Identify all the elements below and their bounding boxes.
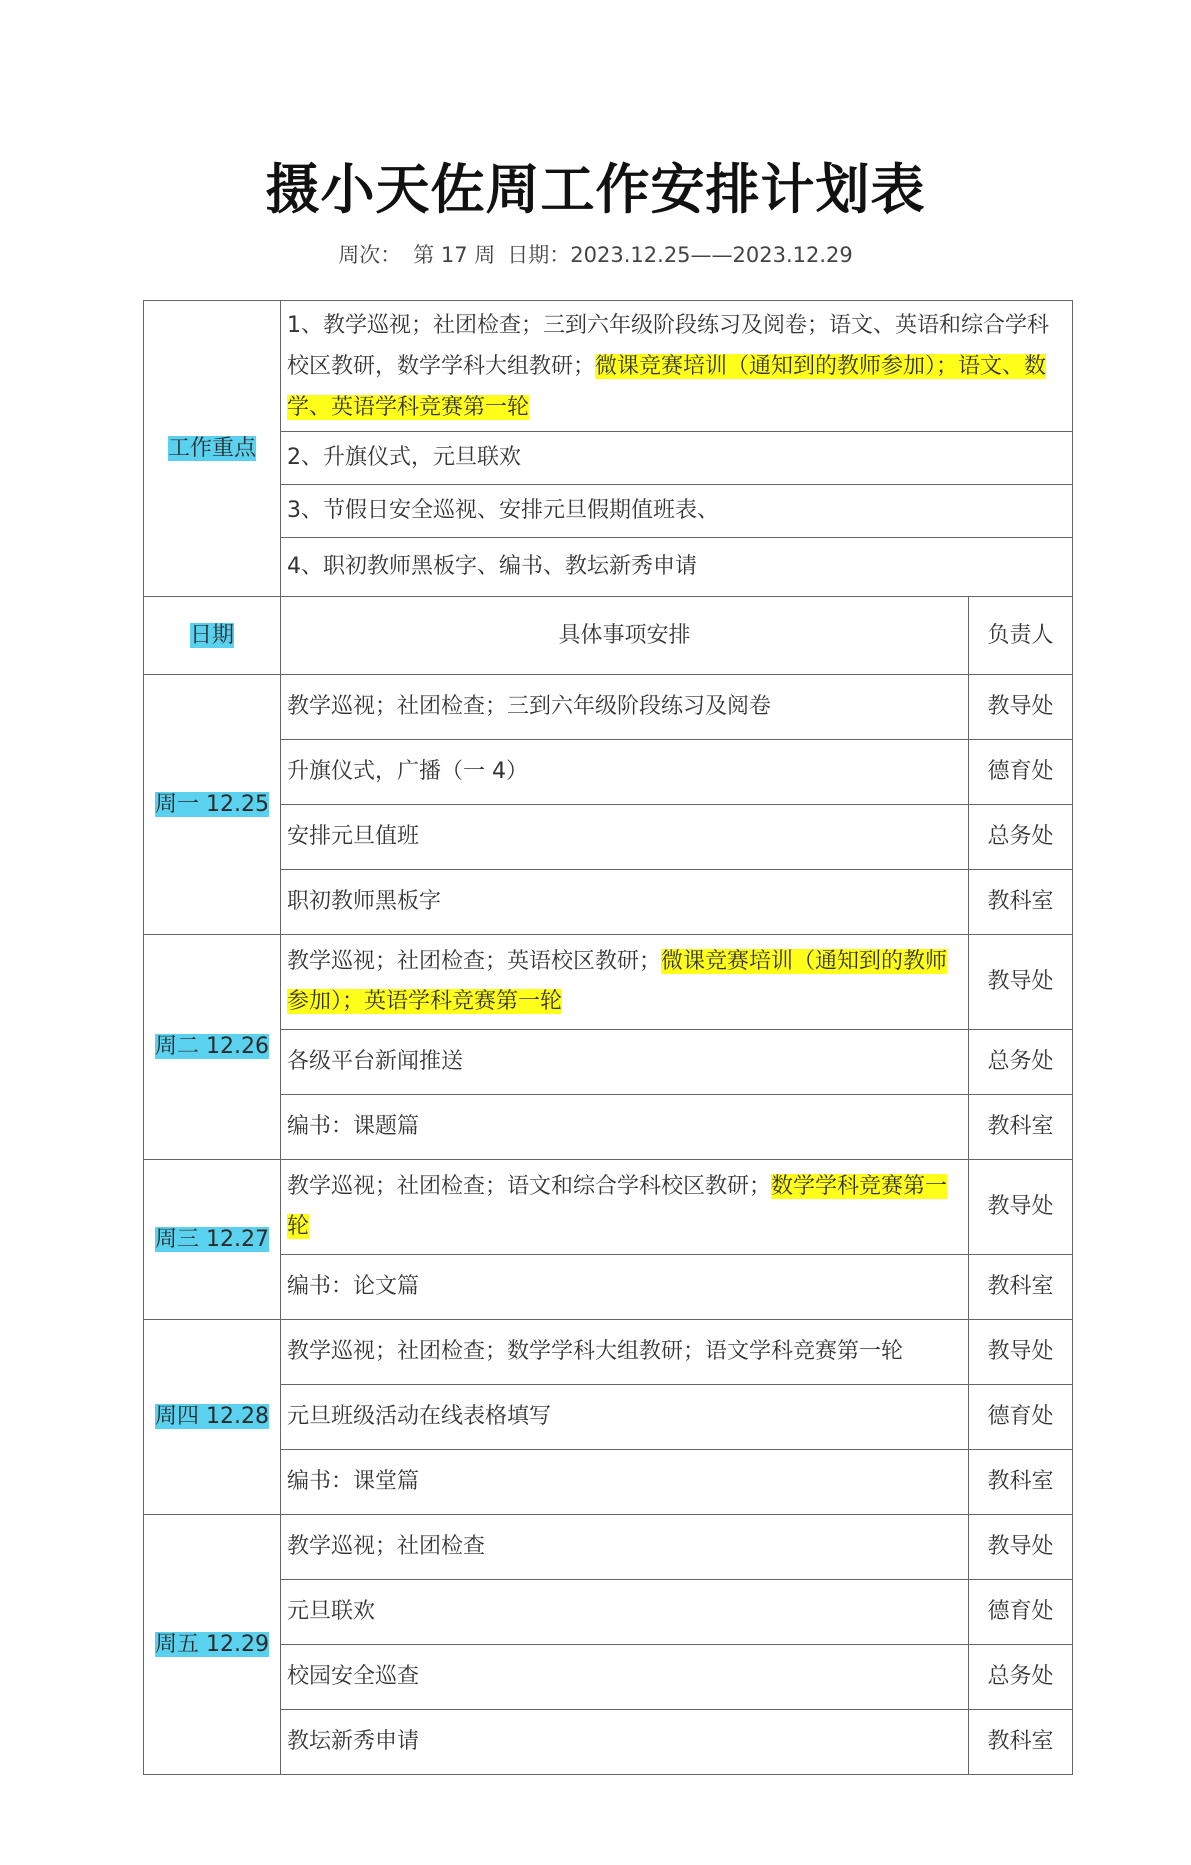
owner-cell: 教科室 xyxy=(969,1255,1073,1320)
owner-cell: 总务处 xyxy=(969,1645,1073,1710)
header-detail: 具体事项安排 xyxy=(281,597,969,675)
owner-cell: 教导处 xyxy=(969,675,1073,740)
task-cell xyxy=(281,1385,969,1450)
day-task-row xyxy=(144,1515,1073,1580)
task-cell xyxy=(281,1095,969,1160)
focus-item-2-text: 2、升旗仪式，元旦联欢 xyxy=(287,445,521,470)
owner-cell: 德育处 xyxy=(969,1580,1073,1645)
task-cell xyxy=(281,805,969,870)
focus-row xyxy=(144,301,1073,432)
week-label: 周次： xyxy=(338,243,402,267)
owner-cell: 总务处 xyxy=(969,805,1073,870)
task-cell xyxy=(281,1030,969,1095)
task-cell xyxy=(281,870,969,935)
focus-label: 工作重点 xyxy=(167,435,256,461)
focus-item-1-highlight: 微课竞赛培训（通知到的教师参加）；语文、数学、英语学科竞赛第一轮 xyxy=(287,353,1047,420)
owner-cell: 教科室 xyxy=(969,1095,1073,1160)
focus-item-3 xyxy=(281,485,1073,538)
day-task-row xyxy=(144,1385,1073,1450)
focus-item-4 xyxy=(281,538,1073,597)
task-text: 校园安全巡查 xyxy=(287,1664,420,1689)
day-task-row xyxy=(144,1095,1073,1160)
header-row xyxy=(144,597,1073,675)
focus-row xyxy=(144,485,1073,538)
task-text: 教学巡视；社团检查；语文和综合学科校区教研； xyxy=(287,1174,772,1199)
day-task-row xyxy=(144,1580,1073,1645)
day-task-row xyxy=(144,1030,1073,1095)
focus-item-1-text: 1、教学巡视；社团检查；三到六年级阶段练习及阅卷；语文、英语和综合学科校区教研，数学学科大组教研； xyxy=(287,312,1049,379)
task-text: 教学巡视；社团检查；英语校区教研； xyxy=(287,949,662,974)
day-task-row xyxy=(144,1450,1073,1515)
task-cell xyxy=(281,1515,969,1580)
task-text: 编书：课堂篇 xyxy=(287,1469,420,1494)
day-task-row xyxy=(144,1710,1073,1775)
task-text: 教学巡视；社团检查；数学学科大组教研；语文学科竞赛第一轮 xyxy=(287,1339,904,1364)
focus-row xyxy=(144,432,1073,485)
day-task-row xyxy=(144,935,1073,1030)
task-cell xyxy=(281,740,969,805)
task-text: 职初教师黑板字 xyxy=(287,889,442,914)
task-cell xyxy=(281,935,969,1030)
task-text: 元旦班级活动在线表格填写 xyxy=(287,1404,552,1429)
day-label-cell xyxy=(144,675,281,935)
owner-cell: 教导处 xyxy=(969,1320,1073,1385)
week-value: 第 17 周 xyxy=(413,243,496,267)
task-cell xyxy=(281,1645,969,1710)
focus-label-cell xyxy=(144,301,281,597)
focus-item-1 xyxy=(281,301,1073,432)
day-task-row xyxy=(144,1255,1073,1320)
week-date-line xyxy=(0,240,1191,270)
day-task-row xyxy=(144,1160,1073,1255)
day-label: 周一 12.25 xyxy=(155,791,269,817)
task-cell xyxy=(281,1450,969,1515)
date-label: 日期： xyxy=(507,243,571,267)
day-label: 周二 12.26 xyxy=(155,1034,269,1059)
focus-row xyxy=(144,538,1073,597)
day-task-row xyxy=(144,1645,1073,1710)
owner-cell: 总务处 xyxy=(969,1030,1073,1095)
task-cell xyxy=(281,1255,969,1320)
task-text: 教学巡视；社团检查 xyxy=(287,1534,486,1559)
day-task-row xyxy=(144,740,1073,805)
focus-item-4-text: 4、职初教师黑板字、编书、教坛新秀申请 xyxy=(287,554,697,579)
day-task-row xyxy=(144,1320,1073,1385)
header-owner: 负责人 xyxy=(969,597,1073,675)
task-highlight: 数学学科竞赛第一轮 xyxy=(287,1174,948,1239)
header-date: 日期 xyxy=(189,622,234,648)
day-label-cell xyxy=(144,1515,281,1775)
owner-cell: 教科室 xyxy=(969,1710,1073,1775)
task-cell xyxy=(281,1320,969,1385)
schedule-table-body xyxy=(144,301,1073,1775)
schedule-table xyxy=(143,300,1073,1775)
owner-cell: 教科室 xyxy=(969,1450,1073,1515)
day-label: 周四 12.28 xyxy=(155,1404,269,1429)
header-date-cell xyxy=(144,597,281,675)
task-text: 编书：课题篇 xyxy=(287,1114,420,1139)
task-text: 安排元旦值班 xyxy=(287,824,420,849)
task-text: 教学巡视；社团检查；三到六年级阶段练习及阅卷 xyxy=(287,694,772,719)
date-value: 2023.12.25——2023.12.29 xyxy=(570,243,853,267)
day-task-row xyxy=(144,870,1073,935)
owner-cell: 德育处 xyxy=(969,740,1073,805)
day-label-cell xyxy=(144,935,281,1160)
day-task-row xyxy=(144,675,1073,740)
task-text: 升旗仪式，广播（一 4） xyxy=(287,759,528,784)
owner-cell: 德育处 xyxy=(969,1385,1073,1450)
owner-cell: 教科室 xyxy=(969,870,1073,935)
task-text: 编书：论文篇 xyxy=(287,1274,420,1299)
focus-item-3-text: 3、节假日安全巡视、安排元旦假期值班表、 xyxy=(287,498,719,523)
owner-cell: 教导处 xyxy=(969,1515,1073,1580)
focus-item-2 xyxy=(281,432,1073,485)
task-text: 教坛新秀申请 xyxy=(287,1729,420,1754)
task-cell xyxy=(281,1710,969,1775)
day-label-cell xyxy=(144,1160,281,1320)
task-cell xyxy=(281,1580,969,1645)
day-label-cell xyxy=(144,1320,281,1515)
owner-cell: 教导处 xyxy=(969,935,1073,1030)
task-text: 各级平台新闻推送 xyxy=(287,1049,464,1074)
document-title: 摄小天佐周工作安排计划表 xyxy=(265,158,926,221)
day-label: 周五 12.29 xyxy=(155,1631,269,1657)
task-cell xyxy=(281,1160,969,1255)
owner-cell: 教导处 xyxy=(969,1160,1073,1255)
task-text: 元旦联欢 xyxy=(287,1599,376,1624)
day-label: 周三 12.27 xyxy=(155,1226,269,1252)
task-highlight: 微课竞赛培训（通知到的教师参加）；英语学科竞赛第一轮 xyxy=(287,949,948,1014)
task-cell xyxy=(281,675,969,740)
day-task-row xyxy=(144,805,1073,870)
